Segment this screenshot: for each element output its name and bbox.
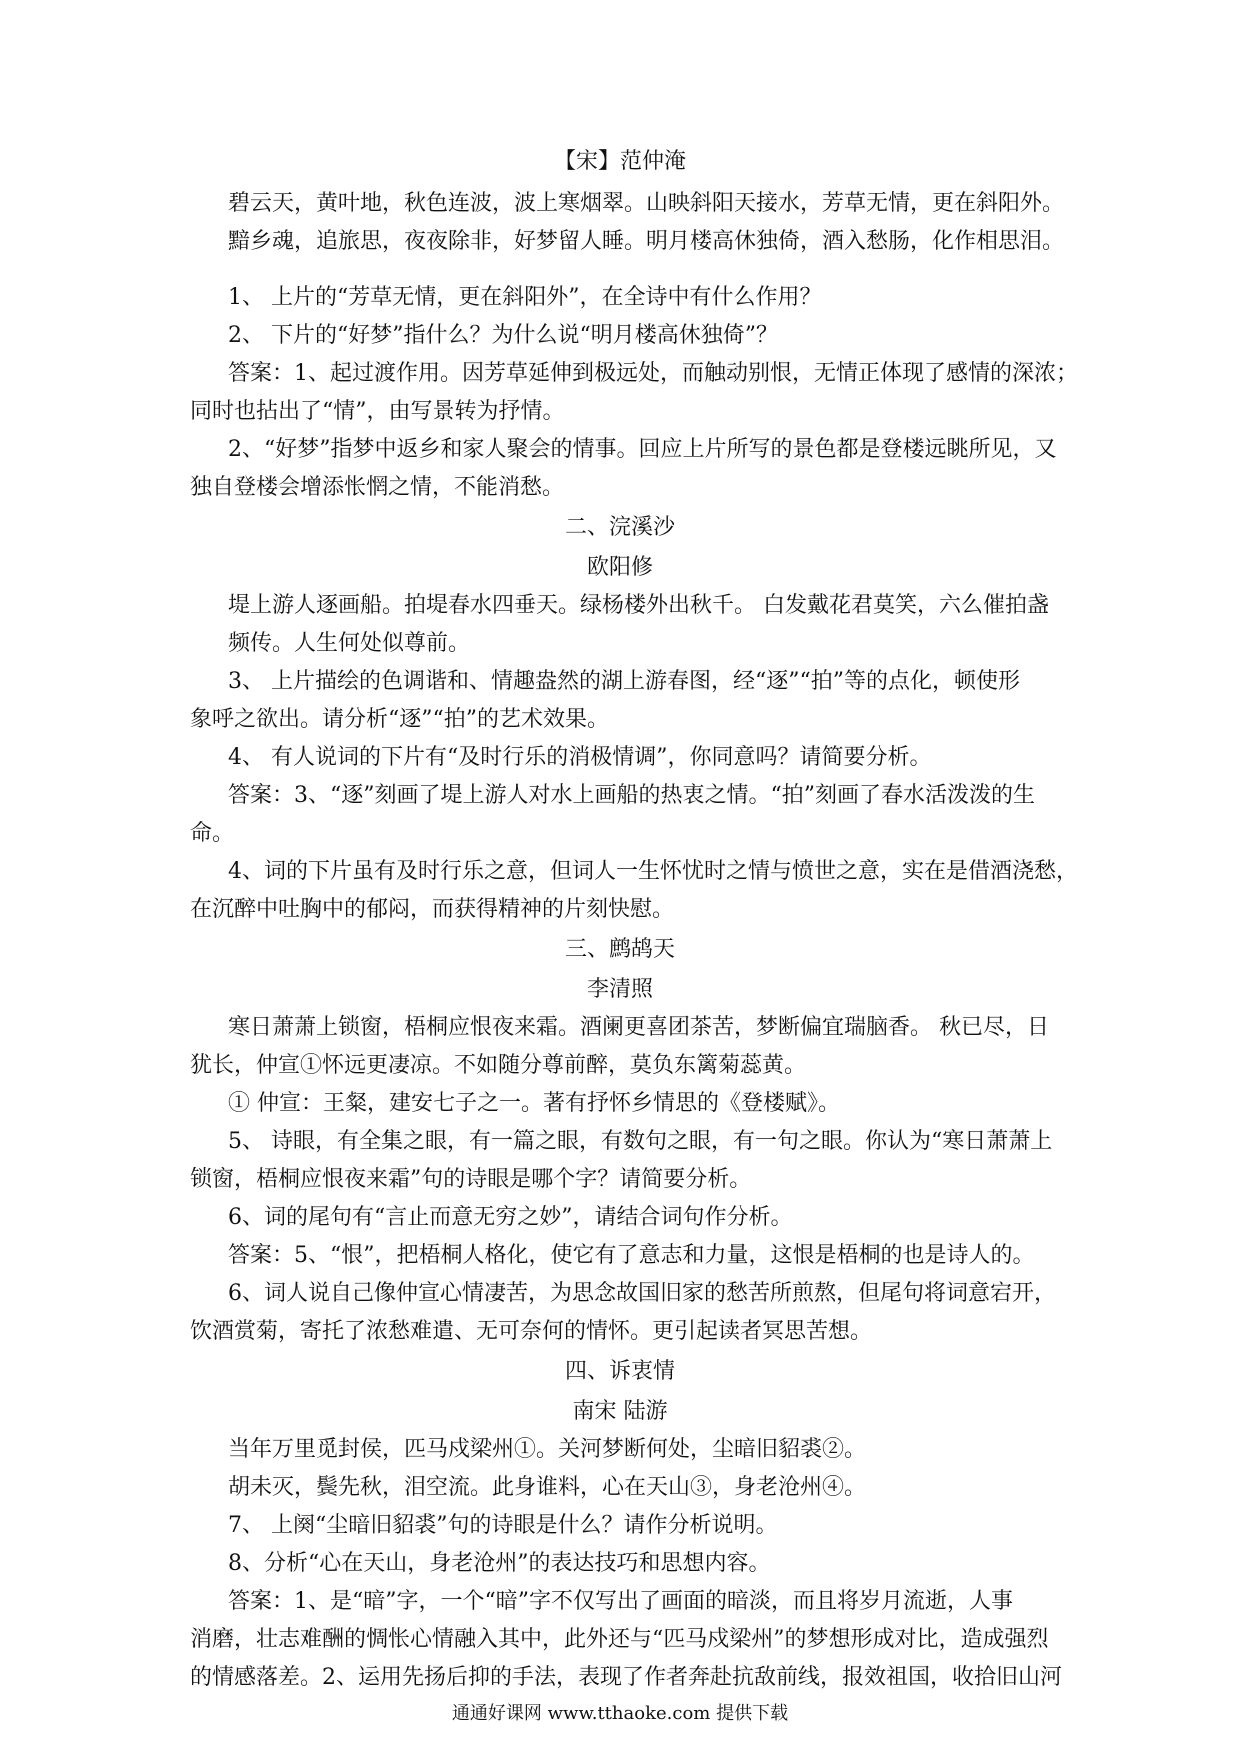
answer-text: 同时也拈出了“情”，由写景转为抒情。 <box>190 399 565 424</box>
answer-text: 消磨，壮志难酬的惆怅心情融入其中，此外还与“匹马戍梁州”的梦想形成对比，造成强烈 <box>190 1627 1049 1652</box>
poem-line: 频传。人生何处似尊前。 <box>228 631 471 656</box>
question-text: 7、 上阕“尘暗旧貂裘”句的诗眼是什么？请作分析说明。 <box>228 1513 778 1538</box>
answer-text: 命。 <box>190 821 235 846</box>
question-text: 1、 上片的“芳草无情，更在斜阳外”，在全诗中有什么作用？ <box>228 285 822 310</box>
answer-text: 4、词的下片虽有及时行乐之意，但词人一生怀忧时之情与愤世之意，实在是借酒浇愁， <box>228 859 1078 884</box>
poem-line: 犹长，仲宣①怀远更凄凉。不如随分尊前醉，莫负东篱菊蕊黄。 <box>190 1053 807 1078</box>
poem-line: 堤上游人逐画船。拍堤春水四垂天。绿杨楼外出秋千。 白发戴花君莫笑，六么催拍盏 <box>228 593 1049 618</box>
poem-author: 【宋】范仲淹 <box>553 149 686 174</box>
poem-author: 南宋 陆游 <box>572 1399 668 1424</box>
answer-text: 6、词人说自己像仲宣心情凄苦，为思念故国旧家的愁苦所煎熬，但尾句将词意宕开， <box>228 1281 1056 1306</box>
answer-text: 答案：1、起过渡作用。因芳草延伸到极远处，而触动别恨，无情正体现了感情的深浓； <box>228 361 1078 386</box>
poem-author: 欧阳修 <box>586 555 653 580</box>
answer-text: 答案：3、“逐”刻画了堤上游人对水上画船的热衷之情。“拍”刻画了春水活泼泼的生 <box>228 783 1035 808</box>
answer-text: 答案：1、是“暗”字，一个“暗”字不仅写出了画面的暗淡，而且将岁月流逝，人事 <box>228 1589 1013 1614</box>
page-footer: 通通好课网 www.tthaoke.com 提供下载 <box>451 1703 789 1724</box>
answer-text: 的情感落差。2、运用先扬后抑的手法，表现了作者奔赴抗敌前线，报效祖国，收拾旧山河 <box>190 1665 1062 1690</box>
poem-line: 黯乡魂，追旅思，夜夜除非，好梦留人睡。明月楼高休独倚，酒入愁肠，化作相思泪。 <box>228 229 1065 254</box>
poem-author: 李清照 <box>586 977 653 1002</box>
poem-line: 胡未灭，鬓先秋，泪空流。此身谁料，心在天山③，身老沧州④。 <box>228 1475 867 1500</box>
question-text: 4、 有人说词的下片有“及时行乐的消极情调”，你同意吗？请简要分析。 <box>228 745 932 770</box>
answer-text: 独自登楼会增添怅惘之情，不能消愁。 <box>190 475 565 500</box>
answer-text: 在沉醉中吐胸中的郁闷，而获得精神的片刻快慰。 <box>190 897 675 922</box>
question-text: 3、 上片描绘的色调谐和、情趣盎然的湖上游春图，经“逐”“拍”等的点化，顿使形 <box>228 669 1020 694</box>
section-title: 三、鹧鸪天 <box>564 937 675 962</box>
question-text: 8、分析“心在天山，身老沧州”的表达技巧和思想内容。 <box>228 1551 771 1576</box>
answer-text: 饮酒赏菊，寄托了浓愁难遣、无可奈何的情怀。更引起读者冥思苦想。 <box>190 1319 873 1344</box>
section-title: 二、浣溪沙 <box>564 515 675 540</box>
answer-text: 答案：5、“恨”，把梧桐人格化，使它有了意志和力量，这恨是梧桐的也是诗人的。 <box>228 1243 1035 1268</box>
question-text: 6、词的尾句有“言止而意无穷之妙”，请结合词句作分析。 <box>228 1205 793 1230</box>
poem-line: 当年万里觅封侯，匹马戍梁州①。关河梦断何处，尘暗旧貂裘②。 <box>228 1437 867 1462</box>
question-text: 象呼之欲出。请分析“逐”“拍”的艺术效果。 <box>190 707 609 732</box>
poem-line: 寒日萧萧上锁窗，梧桐应恨夜来霜。酒阑更喜团茶苦，梦断偏宜瑞脑香。 秋已尽，日 <box>228 1015 1049 1040</box>
question-text: 锁窗，梧桐应恨夜来霜”句的诗眼是哪个字？请简要分析。 <box>190 1167 752 1192</box>
answer-text: 2、“好梦”指梦中返乡和家人聚会的情事。回应上片所写的景色都是登楼远眺所见，又 <box>228 437 1057 462</box>
section-title: 四、诉衷情 <box>564 1359 675 1384</box>
footnote: ① 仲宣：王粲，建安七子之一。著有抒怀乡情思的《登楼赋》。 <box>228 1091 840 1116</box>
question-text: 2、 下片的“好梦”指什么？为什么说“明月楼高休独倚”？ <box>228 323 778 348</box>
poem-line: 碧云天，黄叶地，秋色连波，波上寒烟翠。山映斜阳天接水，芳草无情，更在斜阳外。 <box>228 191 1065 216</box>
question-text: 5、 诗眼，有全集之眼，有一篇之眼，有数句之眼，有一句之眼。你认为“寒日萧萧上 <box>228 1129 1053 1154</box>
